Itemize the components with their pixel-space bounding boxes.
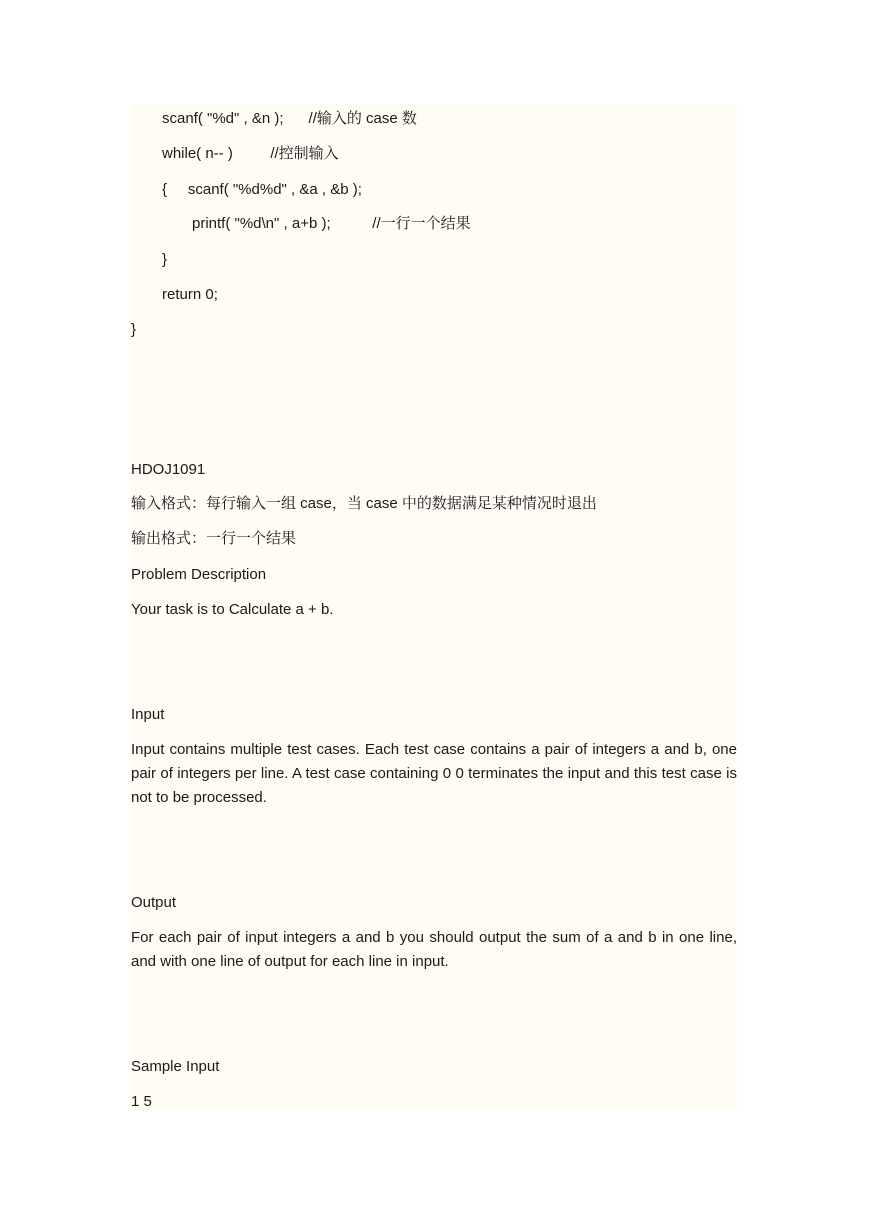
input-format-note: 输入格式：每行输入一组 case，当 case 中的数据满足某种情况时退出 bbox=[131, 495, 597, 512]
input-heading: Input bbox=[131, 706, 165, 723]
description-text: Your task is to Calculate a + b. bbox=[131, 601, 334, 618]
code-line-while: while( n-- ) //控制输入 bbox=[162, 145, 339, 162]
code-line-printf: printf( "%d\n" , a+b ); //一行一个结果 bbox=[192, 215, 471, 232]
code-line-scanf-n: scanf( "%d" , &n ); //输入的 case 数 bbox=[162, 110, 417, 127]
sample-input-heading: Sample Input bbox=[131, 1058, 220, 1075]
code-line-close-brace: } bbox=[162, 251, 168, 268]
output-text: For each pair of input integers a and b you should output the sum of a and b in one line, and with one line of output for each line in input. bbox=[131, 929, 737, 970]
code-line-scanf-ab: { scanf( "%d%d" , &a , &b ); bbox=[162, 181, 362, 198]
output-format-note: 输出格式：一行一个结果 bbox=[131, 530, 297, 547]
problem-id: HDOJ1091 bbox=[131, 461, 206, 478]
input-text: Input contains multiple test cases. Each test case contains a pair of integers a and b, one pair of integers per line. A test case containing 0 0 terminates the input and this test case is not to be processed. bbox=[131, 741, 737, 806]
code-line-close-main: } bbox=[131, 321, 137, 338]
code-line-return: return 0; bbox=[162, 286, 218, 303]
description-heading: Problem Description bbox=[131, 566, 267, 583]
sample-input-line: 1 5 bbox=[131, 1093, 152, 1110]
output-heading: Output bbox=[131, 894, 177, 911]
